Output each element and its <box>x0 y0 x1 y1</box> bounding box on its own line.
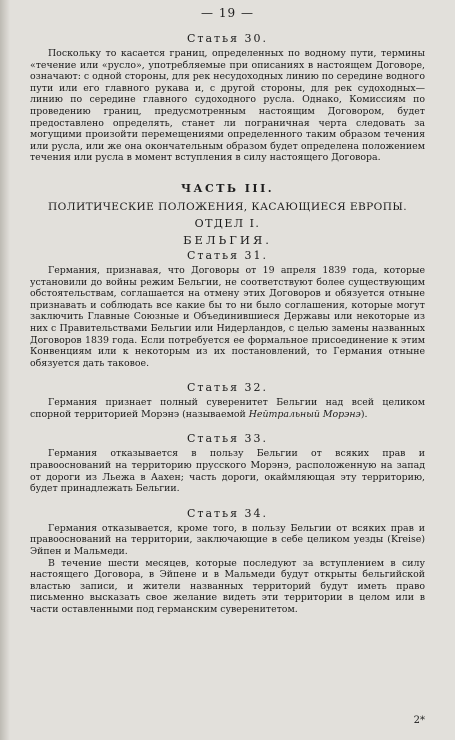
article-33-text: Германия отказывается в пользу Бельгии от всяких прав и правооснований на территорию прусского Морэнэ, расположенную на запад от дороги из Льежа в Аахен; часть дороги, окаймляющая эту территорию, будет принадлежать Бельгии. <box>30 448 425 495</box>
article-30-title: Статья 30. <box>186 32 269 45</box>
article-32-title: Статья 32. <box>186 381 269 395</box>
signature-mark: 2* <box>413 715 425 726</box>
article-30-text: Поскольку то касается границ, определенных по водному пути, термины «течение или «русло», употребляемые при описаниях в настоящем Договоре, означают: с одной стороны, для рек несудоходных линию по середине водного пути или его главного рукава и, с другой стороны, для рек судоходных—линию по середине главного судоходного русла. Однако, Комиссиям по проведению границ, предусмотренным настоящим Договором, будет предоставлено определять, станет ли пограничная черта следовать за могущими произойти перемещениями определенного таким образом течения или русла, или же она окончательным образом будет определена положением течения или русла в момент вступления в силу настоящего Договора. <box>30 48 425 164</box>
country-title: БЕЛЬГИЯ. <box>183 232 272 247</box>
article-32-text <box>30 397 425 420</box>
part-heading: ПОЛИТИЧЕСКИЕ ПОЛОЖЕНИЯ, КАСАЮЩИЕСЯ ЕВРОПЫ. <box>48 200 407 213</box>
article-34-title: Статья 34. <box>186 506 269 520</box>
article-31-text: Германия, признавая, что Договоры от 19 апреля 1839 года, которые установили до войны режим Бельгии, не соответствуют более существующим обстоятельствам, соглашается на отмену этих Договоров и обязуется отныне признавать и соблюдать все какие бы то ни было соглашения, которые могут заключить Главные Союзные и Объединившиеся Державы или некоторые из них с Правительствами Бельгии или Нидерландов, с целью замены названных Договоров 1839 года. Если потребуется ее формальное присоединение к этим Конвенциям или к некоторым из их постановлений, то Германия отныне обязуется дать таковое. <box>30 264 425 369</box>
page-fold-shadow <box>0 0 10 740</box>
article-32-text-part2: ). <box>360 408 368 420</box>
section-title: ОТДЕЛ I. <box>194 216 261 230</box>
article-32-text-part1: Германия признает полный суверенитет Бельгии над всей целиком спорной территорией Морэнэ (называемой <box>30 397 425 420</box>
article-34-text-1: Германия отказывается, кроме того, в пользу Бельгии от всяких прав и правооснований на территории, заключающие в себе целиком уезды (Kreise) Эйпен и Мальмеди. <box>30 522 425 558</box>
article-34-text-2: В течение шести месяцев, которые последуют за вступлением в силу настоящего Договора, в Эйпене и в Мальмеди будут открыты бельгийской властью записи, и жители названных территорий будут иметь право письменно высказать свое желание видеть эти территории в целом или в части оставленными под германским суверенитетом. <box>30 557 425 615</box>
article-32-italic: Нейтральный Морэнэ <box>248 408 361 420</box>
article-31-title: Статья 31. <box>186 248 269 262</box>
part-title: ЧАСТЬ III. <box>180 181 275 195</box>
page-number: — 19 — <box>201 6 254 20</box>
article-33-title: Статья 33. <box>186 432 269 446</box>
